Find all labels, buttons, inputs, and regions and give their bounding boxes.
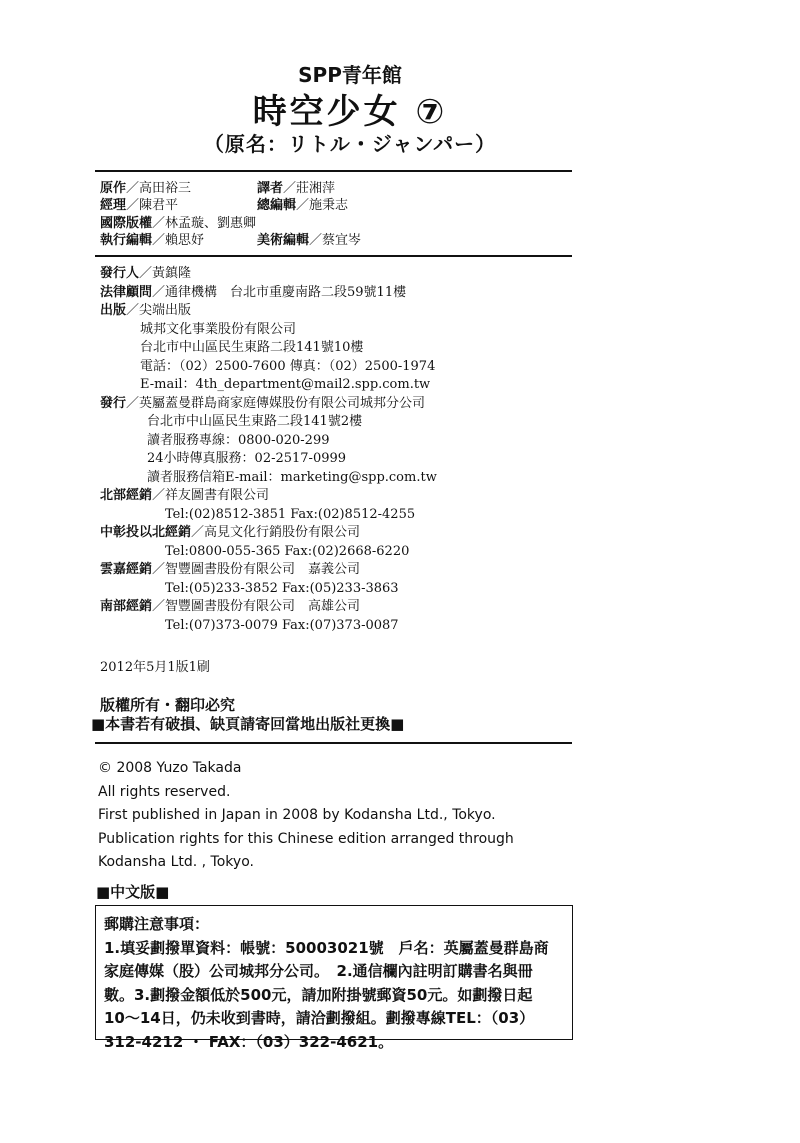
rights-notice: 版權所有・翻印必究: [100, 696, 236, 714]
yunjia-contact: Tel:(05)233-3852 Fax:(05)233-3863: [165, 580, 399, 596]
label: 雲嘉經銷: [100, 562, 153, 577]
value: ／英屬蓋曼群島商家庭傳媒股份有限公司城邦分公司: [126, 395, 426, 411]
publish-detail: 電話：（02）2500-7600 傳真：（02）2500-1974: [140, 358, 436, 374]
legal-line: [100, 284, 580, 303]
value: ／通律機構 台北市重慶南路二段59號11樓: [152, 284, 407, 300]
label: 發行人: [100, 266, 140, 281]
label: 北部經銷: [100, 488, 153, 503]
copyright-line: © 2008 Yuzo Takada: [98, 760, 242, 776]
book-title: 時空少女 ⑦: [252, 92, 448, 132]
publication-block: [100, 265, 580, 635]
label: 南部經銷: [100, 599, 153, 614]
mail-order-line: 家庭傳媒（股）公司城邦分公司。 2.通信欄內註明訂購書名與冊: [104, 962, 533, 980]
copyright-line: Publication rights for this Chinese edition arranged through: [98, 830, 514, 847]
publish-line: [100, 302, 580, 321]
copyright-block: [98, 757, 514, 875]
copyright-line: Kodansha Ltd. , Tokyo.: [98, 854, 254, 870]
credit-label: 美術編輯: [257, 232, 310, 248]
original-title: （原名：リトル・ジャンパー）: [203, 132, 497, 156]
credit-value: ／林孟璇、劉惠卿: [152, 215, 257, 231]
publish-detail: 城邦文化事業股份有限公司: [140, 321, 297, 337]
distribution-detail: 讀者服務專線：0800-020-299: [147, 432, 330, 448]
credit-label: 執行編輯: [100, 232, 153, 248]
value: ／高見文化行銷股份有限公司: [191, 525, 361, 540]
distribution-detail: 24小時傳真服務：02-2517-0999: [147, 451, 347, 466]
credits-block: [100, 180, 580, 249]
credit-label: 總編輯: [257, 198, 297, 214]
publisher-line: [100, 265, 580, 284]
mail-order-line: 1.填妥劃撥單資料：帳號：50003021號 戶名：英屬蓋曼群島商: [104, 938, 549, 957]
copyright-line: First published in Japan in 2008 by Kodansha Ltd., Tokyo.: [98, 807, 496, 823]
yunjia-distributor: [100, 561, 580, 580]
label: 中彰投以北經銷: [100, 525, 192, 540]
credit-row: [100, 180, 580, 197]
credit-row: [100, 197, 580, 214]
copyright-line: All rights reserved.: [98, 783, 231, 800]
distribution-detail: 讀者服務信箱E-mail：marketing@spp.com.tw: [147, 469, 437, 485]
edition-label: ■中文版■: [96, 883, 170, 901]
credit-label: 原作: [100, 181, 127, 196]
publish-detail: E-mail：4th_department@mail2.spp.com.tw: [140, 377, 431, 392]
central-distributor: [100, 524, 580, 543]
value: ／智豐圖書股份有限公司 嘉義公司: [152, 562, 361, 577]
print-date: 2012年5月1版1刷: [100, 660, 210, 675]
credit-value: ／莊湘萍: [283, 181, 336, 196]
divider: [95, 742, 572, 744]
north-distributor: [100, 487, 580, 506]
credit-value: ／蔡宜岑: [309, 232, 362, 248]
mail-order-line: 10～14日，仍未收到書時，請洽劃撥組。劃撥專線TEL：（03）: [104, 1009, 535, 1027]
credit-value: ／高田裕三: [126, 181, 192, 196]
replacement-notice: ■本書若有破損、缺頁請寄回當地出版社更換■: [91, 715, 405, 733]
distribution-detail: 台北市中山區民生東路二段141號2樓: [147, 414, 363, 429]
credit-value: ／陳君平: [126, 198, 179, 214]
credit-value: ／賴思妤: [152, 232, 205, 248]
value: ／智豐圖書股份有限公司 高雄公司: [152, 599, 361, 614]
credit-label: 譯者: [257, 181, 284, 196]
south-distributor: [100, 598, 580, 617]
divider: [95, 255, 572, 257]
series-name: SPP青年館: [298, 63, 402, 87]
mail-order-line: 312-4212 ・ FAX：（03）322-4621。: [104, 1032, 394, 1051]
divider: [95, 170, 572, 172]
value: ／黃鎮隆: [139, 266, 192, 281]
credit-value: ／施秉志: [296, 198, 349, 214]
label: 法律顧問: [100, 284, 153, 300]
mail-order-line: 數。3.劃撥金額低於500元，請加附掛號郵資50元。如劃撥日起: [104, 985, 533, 1004]
value: ／祥友圖書有限公司: [152, 488, 270, 503]
credit-label: 國際版權: [100, 215, 153, 231]
north-contact: Tel:(02)8512-3851 Fax:(02)8512-4255: [165, 506, 416, 522]
central-contact: Tel:0800-055-365 Fax:(02)2668-6220: [165, 543, 410, 559]
credit-row: [100, 232, 580, 249]
distribution-line: [100, 395, 580, 414]
value: ／尖端出版: [126, 303, 192, 318]
mail-order-box: [95, 905, 573, 1051]
south-contact: Tel:(07)373-0079 Fax:(07)373-0087: [165, 617, 399, 633]
mail-order-title: 郵購注意事項：: [104, 915, 210, 933]
credit-label: 經理: [100, 198, 127, 214]
publish-detail: 台北市中山區民生東路二段141號10樓: [140, 340, 364, 355]
label: 發行: [100, 395, 127, 411]
label: 出版: [100, 303, 127, 318]
credit-row: [100, 215, 580, 232]
